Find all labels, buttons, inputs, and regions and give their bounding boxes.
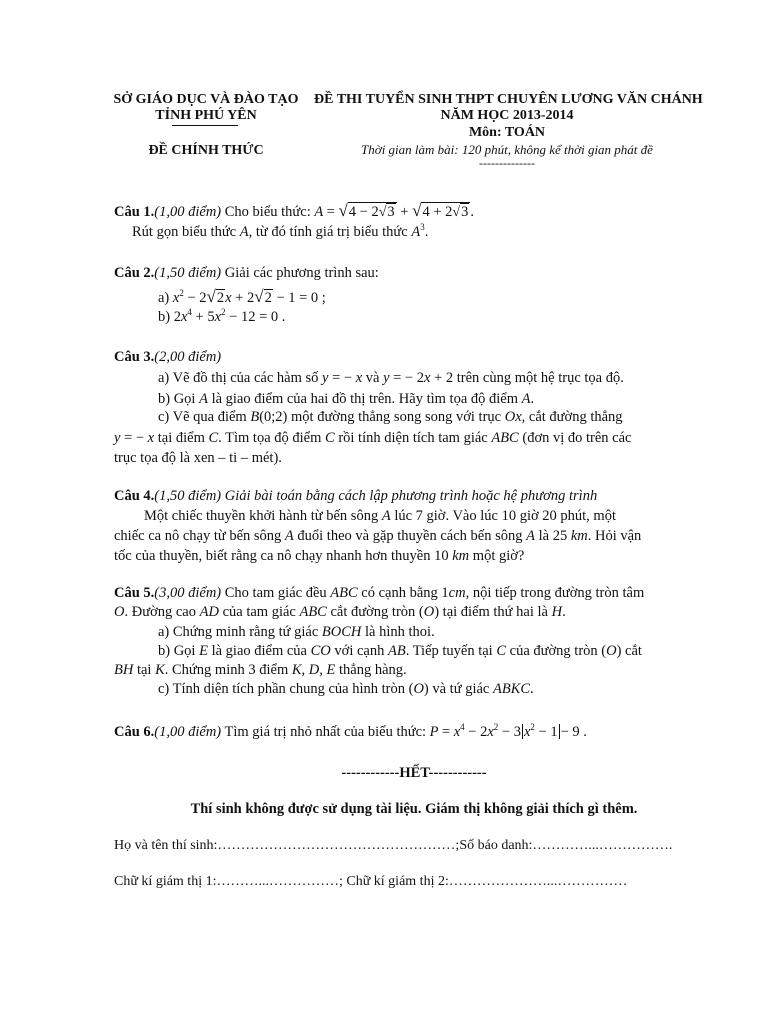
department-name: SỞ GIÁO DỤC VÀ ĐÀO TẠO [113, 92, 299, 107]
question-4-line1: Một chiếc thuyền khởi hành từ bến sông A lúc 7 giờ. Vào lúc 10 giờ 20 phút, một [144, 508, 616, 524]
question-points: (2,00 điểm) [154, 349, 222, 365]
question-3c-cont: y = − x tại điểm C. Tìm tọa độ điểm C rồi tính diện tích tam giác ABC (đơn vị đo trên các [114, 430, 632, 446]
question-label: Câu 4. [114, 488, 155, 504]
question-2: Câu 2.(1,50 điểm) Giải các phương trình sau: [114, 265, 379, 281]
subject: Môn: TOÁN [468, 125, 546, 140]
question-5: Câu 5.(3,00 điểm) Cho tam giác đều ABC có cạnh bằng 1cm, nội tiếp trong đường tròn tâm [114, 585, 645, 601]
question-points: (1,00 điểm) [154, 724, 222, 740]
question-4-line2: chiếc ca nô chạy từ bến sông A đuổi theo và gặp thuyền cách bến sông A là 25 km. Hỏi vận [114, 528, 642, 544]
province-name: TỈNH PHÚ YÊN [155, 108, 257, 123]
question-label: Câu 6. [114, 724, 155, 740]
question-5c: c) Tính diện tích phần chung của hình tròn (O) và tứ giác ABKC. [158, 681, 534, 697]
question-3b: b) Gọi A là giao điểm của hai đồ thị trên. Hãy tìm tọa độ điểm A. [158, 391, 535, 407]
question-5-line2: O. Đường cao AD của tam giác ABC cắt đường tròn (O) tại điểm thứ hai là H. [114, 604, 566, 620]
question-5a: a) Chứng minh rằng tứ giác BOCH là hình thoi. [158, 624, 435, 640]
question-1: Câu 1.(1,00 điểm) Cho biểu thức: A = √4 − 2√3 + √4 + 2√3 . [114, 201, 474, 220]
province-underline [172, 125, 238, 126]
question-label: Câu 2. [114, 265, 155, 281]
question-3 [114, 349, 221, 366]
candidate-info-field: Họ và tên thí sinh:……………………………………………;Số báo danh:…………...……………. [114, 838, 673, 853]
equation-2a: $x^2 - 2√2x + 2√2 - 1 = 0$ ; [172, 287, 326, 306]
question-4: Câu 4.(1,50 điểm) Giải bài toán bằng cách lập phương trình hoặc hệ phương trình [114, 488, 598, 504]
question-points: (3,00 điểm) [154, 585, 222, 601]
question-points: (1,50 điểm) [154, 265, 222, 281]
question-points: (1,50 điểm) [154, 488, 222, 504]
question-4-line3: tốc của thuyền, biết rằng ca nô chạy nhanh hơn thuyền 10 km một giờ? [114, 548, 525, 564]
expression-P: $P = x^4 - 2x^2 - 3$ $x^2 - 1 - 9$ . [429, 722, 587, 740]
question-label: Câu 3. [114, 349, 155, 365]
invigilator-signature-field: Chữ kí giám thị 1:………...……………; Chữ kí giám thị 2:…………………...…………… [114, 874, 628, 889]
question-6: Câu 6.(1,00 điểm) Tìm giá trị nhỏ nhất của biểu thức: $P = x^4 - 2x^2 - 3$ $x^2 - 1 - 9$ . [114, 722, 587, 740]
header-divider: -------------- [479, 156, 535, 170]
question-5b-cont: BH tại K. Chứng minh 3 điểm K, D, E thẳng hàng. [114, 662, 407, 678]
end-mark: ------------HẾT------------ [341, 765, 487, 781]
expression-A: A = √4 − 2√3 + √4 + 2√3 . [314, 201, 474, 220]
question-5b: b) Gọi E là giao điểm của CO với cạnh AB. Tiếp tuyến tại C của đường tròn (O) cắt [158, 643, 642, 659]
exam-note: Thí sinh không được sử dụng tài liệu. Giám thị không giải thích gì thêm. [190, 801, 638, 817]
time-allowed: Thời gian làm bài: 120 phút, không kể thời gian phát đề [361, 142, 653, 157]
question-3c: c) Vẽ qua điểm B(0;2) một đường thẳng song song với trục Ox, cắt đường thẳng [158, 409, 623, 425]
question-1-task: Rút gọn biểu thức A, từ đó tính giá trị biểu thức $A^3$. [132, 222, 429, 240]
equation-2b: $2x^4 + 5x^2 - 12 = 0$ . [173, 307, 286, 325]
question-3a: a) Vẽ đồ thị của các hàm số y = − x và y = − 2x + 2 trên cùng một hệ trục tọa độ. [158, 370, 624, 386]
question-2b: b) $2x^4 + 5x^2 - 12 = 0$ . [158, 307, 286, 325]
question-label: Câu 1. [114, 204, 155, 220]
expression-A-cubed: $A^3$. [411, 222, 429, 240]
exam-title: ĐỀ THI TUYỂN SINH THPT CHUYÊN LƯƠNG VĂN CHÁNH [314, 92, 703, 107]
question-label: Câu 5. [114, 585, 155, 601]
official-label: ĐỀ CHÍNH THỨC [148, 143, 264, 158]
question-points: (1,00 điểm) [154, 204, 222, 220]
question-3c-units: trục tọa độ là xen – ti – mét). [114, 450, 282, 466]
school-year: NĂM HỌC 2013-2014 [440, 108, 574, 123]
question-2a: a) $x^2 - 2√2x + 2√2 - 1 = 0$ ; [158, 287, 326, 306]
